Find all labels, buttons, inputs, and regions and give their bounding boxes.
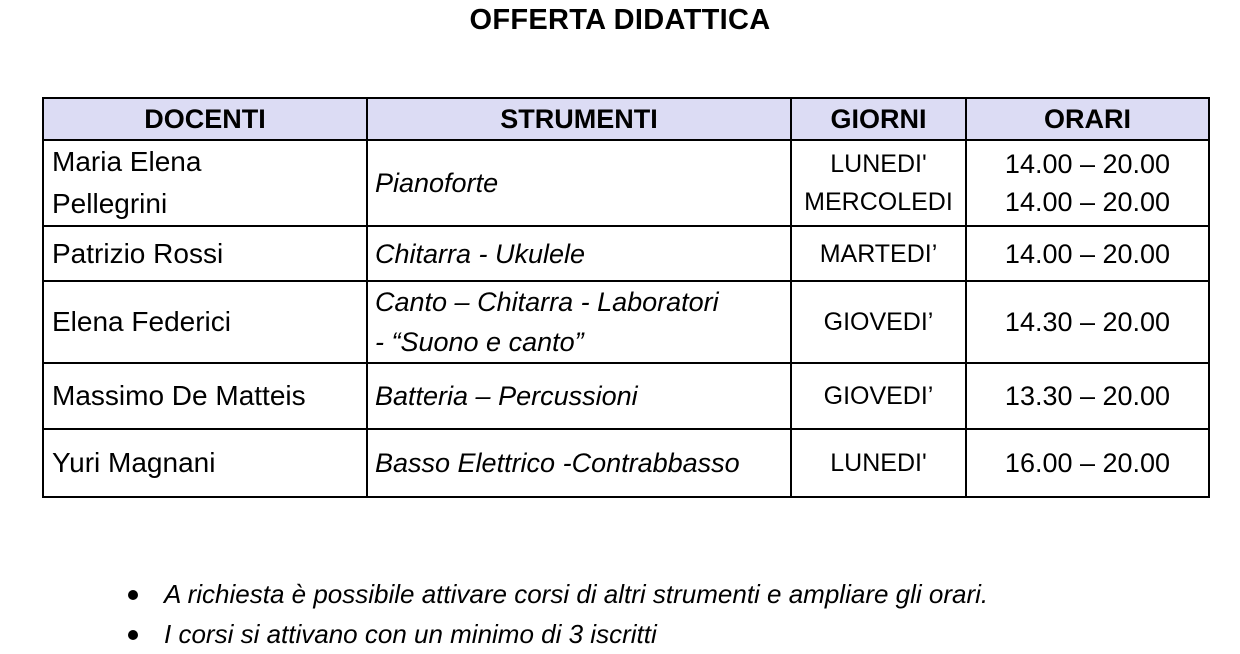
cell-docente bbox=[43, 281, 367, 363]
giorni-line: GIOVEDI’ bbox=[823, 308, 934, 336]
cell-docente bbox=[43, 363, 367, 429]
table-row bbox=[43, 363, 1209, 429]
table-header-row bbox=[43, 98, 1209, 140]
cell-giorni bbox=[791, 429, 966, 497]
note-item bbox=[126, 574, 988, 614]
strumenti-line: - “Suono e canto” bbox=[375, 327, 584, 357]
orari-line: 14.00 – 20.00 bbox=[1004, 238, 1171, 269]
bullet-icon bbox=[128, 630, 138, 640]
orari-line: 16.00 – 20.00 bbox=[1004, 448, 1171, 478]
orari-line: 14.00 – 20.00 bbox=[1004, 149, 1171, 179]
header-docenti: DOCENTI bbox=[43, 98, 367, 140]
strumenti-line: Batteria – Percussioni bbox=[375, 381, 638, 411]
strumenti-line: Pianoforte bbox=[375, 168, 499, 198]
orari-line: 14.30 – 20.00 bbox=[1004, 307, 1171, 337]
cell-giorni bbox=[791, 281, 966, 363]
cell-docente bbox=[43, 226, 367, 281]
orari-line: 13.30 – 20.00 bbox=[1004, 381, 1171, 411]
orari-line: 14.00 – 20.00 bbox=[1004, 187, 1171, 217]
docente-line: Patrizio Rossi bbox=[52, 237, 224, 269]
strumenti-line: Chitarra - Ukulele bbox=[375, 238, 586, 269]
docente-line: Yuri Magnani bbox=[52, 447, 216, 478]
cell-orari bbox=[966, 281, 1209, 363]
header-orari: ORARI bbox=[966, 98, 1209, 140]
cell-giorni bbox=[791, 363, 966, 429]
cell-strumenti bbox=[367, 226, 791, 281]
cell-giorni bbox=[791, 226, 966, 281]
page-title: OFFERTA DIDATTICA bbox=[469, 4, 771, 36]
docente-line: Pellegrini bbox=[52, 188, 168, 219]
note-item bbox=[126, 614, 988, 654]
giorni-line: LUNEDI' bbox=[830, 449, 927, 477]
cell-strumenti bbox=[367, 140, 791, 226]
note-text: A richiesta è possibile attivare corsi di altri strumenti e ampliare gli orari. bbox=[164, 579, 989, 609]
cell-strumenti bbox=[367, 429, 791, 497]
docente-line: Elena Federici bbox=[52, 306, 231, 337]
table-row bbox=[43, 140, 1209, 226]
table-row bbox=[43, 429, 1209, 497]
giorni-line: LUNEDI' bbox=[830, 150, 927, 178]
cell-strumenti bbox=[367, 363, 791, 429]
schedule-table bbox=[42, 97, 1210, 498]
cell-orari bbox=[966, 429, 1209, 497]
cell-orari bbox=[966, 363, 1209, 429]
cell-giorni bbox=[791, 140, 966, 226]
cell-docente bbox=[43, 140, 367, 226]
header-giorni: GIORNI bbox=[791, 98, 966, 140]
docente-line: Maria Elena bbox=[52, 146, 202, 177]
giorni-line: GIOVEDI’ bbox=[823, 382, 934, 410]
header-strumenti: STRUMENTI bbox=[367, 98, 791, 140]
cell-orari bbox=[966, 226, 1209, 281]
strumenti-line: Basso Elettrico -Contrabbasso bbox=[375, 448, 740, 478]
table-row bbox=[43, 281, 1209, 363]
cell-strumenti bbox=[367, 281, 791, 363]
cell-orari bbox=[966, 140, 1209, 226]
giorni-line: MARTEDI’ bbox=[819, 239, 938, 268]
cell-docente bbox=[43, 429, 367, 497]
note-text: I corsi si attivano con un minimo di 3 iscritti bbox=[164, 619, 657, 649]
notes-list bbox=[126, 574, 988, 654]
docente-line: Massimo De Matteis bbox=[52, 380, 306, 411]
table-row bbox=[43, 226, 1209, 281]
bullet-icon bbox=[128, 590, 138, 600]
giorni-line: MERCOLEDI bbox=[804, 188, 953, 216]
strumenti-line: Canto – Chitarra - Laboratori bbox=[375, 287, 719, 317]
